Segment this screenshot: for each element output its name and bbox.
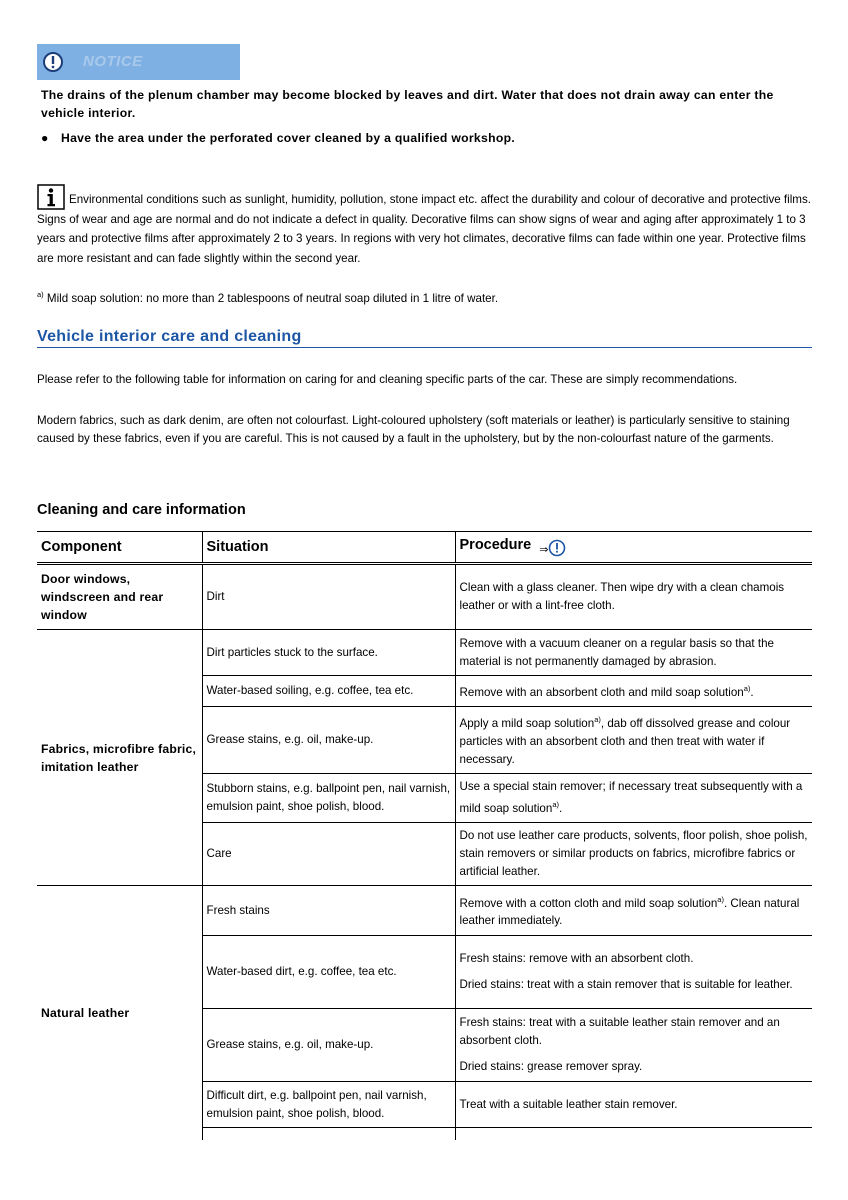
procedure-text: Dried stains: grease remover spray. [459,1060,643,1073]
header-procedure [455,532,812,564]
notice-bullet [41,131,515,145]
component-cell: Fabrics, microfibre fabric, imitation leather [37,630,202,886]
procedure-cell: Treat with a suitable leather stain remover. [455,1082,812,1128]
footnote-ref: a) [743,684,751,694]
header-procedure-label: Procedure [459,537,532,553]
notice-title: NOTICE [83,53,143,70]
procedure-text: Fresh stains: remove with an absorbent cloth. [459,952,694,965]
footnote-marker: a) [37,290,44,299]
procedure-text: . [558,801,563,815]
situation-cell: Dirt particles stuck to the surface. [202,630,455,676]
table-title: Cleaning and care information [37,502,246,518]
procedure-text: . [750,685,754,699]
situation-cell: Care [202,823,455,886]
situation-cell: Water-based soiling, e.g. coffee, tea etc. [202,676,455,707]
procedure-cell [455,1128,812,1140]
procedure-text: Remove with an absorbent cloth and mild soap solution [459,685,744,699]
info-icon [37,184,65,210]
procedure-cell [455,707,812,774]
footnote [37,290,498,305]
procedure-text: Apply a mild soap solution [459,716,595,730]
procedure-text: , dab off dissolved grease and colour particles with an absorbent cloth and then treat with water if necessary. [459,716,791,766]
footnote-ref: a) [717,894,724,904]
footnote-ref: a) [552,800,559,810]
header-situation: Situation [202,532,455,564]
section-heading: Vehicle interior care and cleaning [37,328,812,348]
procedure-cell: Remove with a vacuum cleaner on a regular basis so that the material is not permanently damaged by abrasion. [455,630,812,676]
intro-paragraph: Please refer to the following table for information on caring for and cleaning specific parts of the car. These are simply recommendations. [37,373,738,386]
notice-bullet-text: Have the area under the perforated cover cleaned by a qualified workshop. [61,131,516,145]
situation-cell: Grease stains, e.g. oil, make-up. [202,1009,455,1082]
situation-cell: Grease stains, e.g. oil, make-up. [202,707,455,774]
table-header-row [37,532,812,564]
info-note [37,184,812,268]
table-row [37,564,812,630]
procedure-cell [455,886,812,936]
info-text: Environmental conditions such as sunlight, humidity, pollution, stone impact etc. affect the durability and colour of decorative and protective films. Signs of wear and age are normal and do not indicate a defect in quality. Decorative films can show signs of wear and aging after approximately 1 to 3 years and protective films after approximately 2 to 3 years. In regions with very hot climates, decorative films can fade within one year. Protective films are more resistant and can fade slightly within the second year. [37,193,811,265]
procedure-cell [455,676,812,707]
situation-cell: Fresh stains [202,886,455,936]
notice-banner [37,44,240,80]
procedure-cell [455,774,812,823]
footnote-ref: a) [594,715,601,725]
situation-cell: Water-based dirt, e.g. coffee, tea etc. [202,936,455,1009]
care-table [37,531,812,1140]
footnote-text: Mild soap solution: no more than 2 tablespoons of neutral soap diluted in 1 litre of water. [46,291,499,305]
notice-text: The drains of the plenum chamber may become blocked by leaves and dirt. Water that does not drain away can enter the vehicle interior. [41,88,774,120]
procedure-text: Fresh stains: treat with a suitable leather stain remover and an absorbent cloth. [459,1016,780,1047]
procedure-text: . Clean natural leather immediately. [459,896,800,928]
exclamation-circle-icon [42,51,64,73]
bullet-icon: ● [41,131,49,145]
situation-cell: Stubborn stains, e.g. ballpoint pen, nail varnish, emulsion paint, shoe polish, blood. [202,774,455,823]
procedure-cell [455,1009,812,1082]
situation-cell: Dirt [202,564,455,630]
exclamation-circle-icon [548,539,566,557]
table-row [37,630,812,676]
situation-cell [202,1128,455,1140]
procedure-text: Dried stains: treat with a stain remover that is suitable for leather. [459,978,793,991]
component-cell: Natural leather [41,1005,130,1020]
fabric-paragraph: Modern fabrics, such as dark denim, are often not colourfast. Light-coloured upholstery (soft materials or leather) is particularly sensitive to staining caused by these fabrics, even if you are careful. This is not caused by a fault in the upholstery, but by the non-colourfast nature of the garments. [37,414,790,445]
arrow-exclamation-icon [539,539,566,557]
arrow-icon: ⇒ [539,544,549,556]
procedure-text: Use a special stain remover; if necessary treat subsequently with a mild soap solution [459,780,803,815]
situation-cell: Difficult dirt, e.g. ballpoint pen, nail varnish, emulsion paint, shoe polish, blood. [202,1082,455,1128]
header-component: Component [37,532,202,564]
procedure-cell: Do not use leather care products, solvents, floor polish, shoe polish, stain removers or similar products on fabrics, microfibre fabrics or artificial leather. [455,823,812,886]
component-cell: Door windows, windscreen and rear window [37,564,202,630]
procedure-cell [455,936,812,1009]
procedure-cell: Clean with a glass cleaner. Then wipe dry with a clean chamois leather or with a lint-free cloth. [455,564,812,630]
procedure-text: Remove with a cotton cloth and mild soap solution [459,896,718,910]
table-row [37,886,812,936]
